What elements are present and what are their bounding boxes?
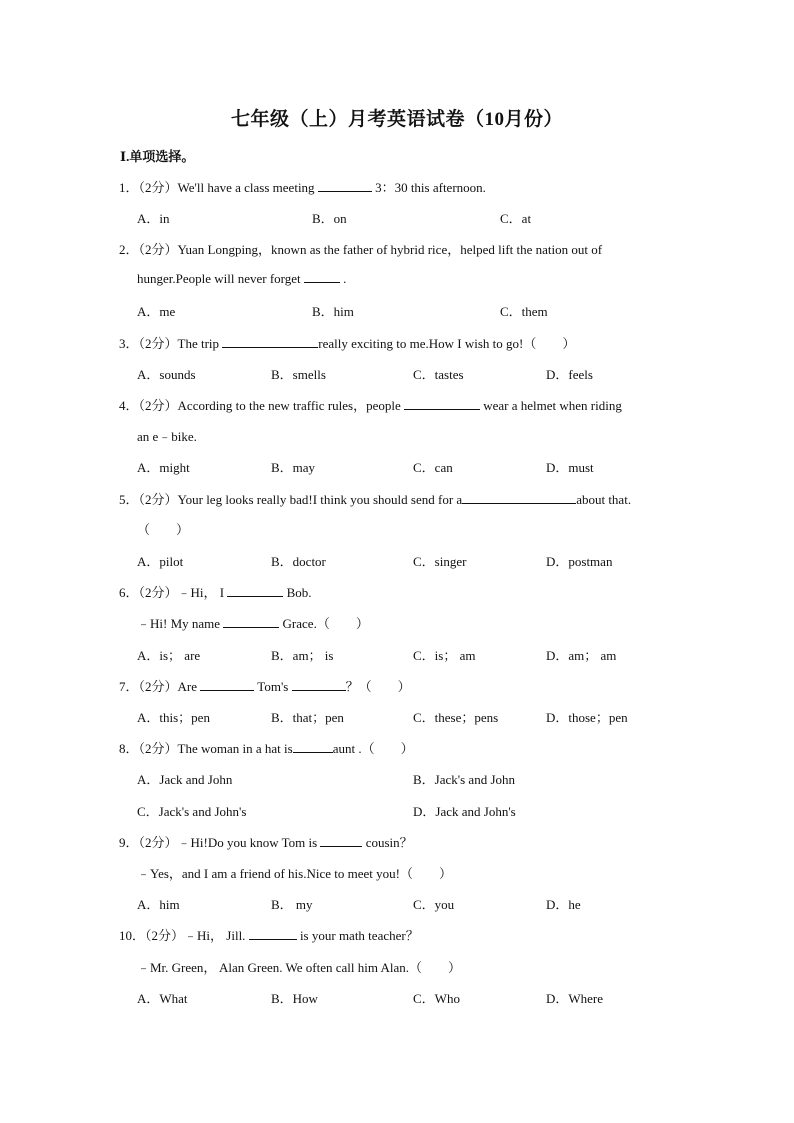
option-a: A．in: [137, 211, 170, 226]
option-c: C．them: [500, 304, 548, 319]
option-c: C．can: [413, 460, 453, 475]
option-a: A．is； are: [137, 648, 201, 663]
question-score: （2分）: [138, 585, 178, 600]
option-c: C．you: [413, 897, 455, 912]
question-5: 5．（2分）Your leg looks really bad!I think you should send for a about that.: [119, 492, 632, 507]
option-a: A．sounds: [137, 367, 196, 382]
answer-blank: [404, 397, 480, 410]
question-number: 2．: [119, 242, 139, 257]
question-6-continued: ﹣Hi! My name Grace.（ ）: [137, 616, 369, 631]
question-10-continued: ﹣Mr. Green， Alan Green. We often call him Alan.（ ）: [137, 960, 462, 975]
question-score: （2分）: [138, 741, 178, 756]
question-9: 9．（2分）﹣Hi!Do you know Tom is cousin？: [119, 835, 413, 850]
question-number: 8．: [119, 741, 139, 756]
question-score: （2分）: [138, 180, 178, 195]
option-a: A．this；pen: [137, 710, 210, 725]
option-a: A．pilot: [137, 554, 184, 569]
option-d: D．those；pen: [546, 710, 628, 725]
answer-blank: [293, 740, 333, 753]
option-b: B．am； is: [271, 648, 334, 663]
option-a: A．Jack and John: [137, 772, 233, 787]
question-number: 6．: [119, 585, 139, 600]
answer-blank: [462, 491, 576, 504]
option-a: A．What: [137, 991, 188, 1006]
option-c: C．is； am: [413, 648, 476, 663]
option-d: D．he: [546, 897, 581, 912]
answer-blank: [318, 179, 372, 192]
question-number: 1．: [119, 180, 139, 195]
question-9-continued: ﹣Yes，and I am a friend of his.Nice to meet you!（ ）: [137, 866, 452, 881]
option-b: B． my: [271, 897, 313, 912]
option-b: B．him: [312, 304, 354, 319]
option-c: C．singer: [413, 554, 467, 569]
option-b: B．on: [312, 211, 347, 226]
option-d: D．feels: [546, 367, 593, 382]
option-c: C．Who: [413, 991, 460, 1006]
question-score: （2分）: [138, 835, 178, 850]
question-8: 8．（2分）The woman in a hat is aunt .（ ）: [119, 741, 414, 756]
question-2-continued: hunger.People will never forget .: [137, 271, 347, 286]
answer-blank: [292, 678, 346, 691]
option-d: D．Where: [546, 991, 604, 1006]
section-heading: Ⅰ.单项选择。: [120, 149, 195, 164]
option-a: A．might: [137, 460, 190, 475]
answer-blank: [200, 678, 254, 691]
option-c: C．tastes: [413, 367, 464, 382]
question-1: 1．（2分）We'll have a class meeting 3：30 this afternoon.: [119, 180, 486, 195]
question-score: （2分）: [138, 492, 178, 507]
option-b: B．Jack's and John: [413, 772, 516, 787]
question-7: 7．（2分）Are Tom's ？（ ）: [119, 679, 411, 694]
answer-parens: （ ）: [137, 522, 190, 537]
question-number: 4．: [119, 398, 139, 413]
option-c: C．Jack's and John's: [137, 804, 247, 819]
question-score: （2分）: [138, 336, 178, 351]
question-number: 10．: [119, 928, 146, 943]
question-number: 9．: [119, 835, 139, 850]
option-b: B．that；pen: [271, 710, 344, 725]
question-number: 5．: [119, 492, 139, 507]
option-b: B．may: [271, 460, 316, 475]
question-3: 3．（2分）The trip really exciting to me.How I wish to go!（ ）: [119, 336, 576, 351]
option-b: B．doctor: [271, 554, 326, 569]
question-number: 3．: [119, 336, 139, 351]
question-score: （2分）: [138, 679, 178, 694]
option-d: D．Jack and John's: [413, 804, 516, 819]
option-c: C．at: [500, 211, 532, 226]
option-b: B．How: [271, 991, 318, 1006]
question-10: 10．（2分）﹣Hi， Jill. is your math teacher？: [119, 928, 419, 943]
answer-blank: [222, 335, 318, 348]
option-d: D．must: [546, 460, 594, 475]
question-4: 4．（2分）According to the new traffic rules，people wear a helmet when riding: [119, 398, 622, 413]
option-c: C．these；pens: [413, 710, 499, 725]
option-b: B．smells: [271, 367, 326, 382]
answer-blank: [320, 834, 362, 847]
option-a: A．him: [137, 897, 180, 912]
question-4-continued: an e﹣bike.: [137, 429, 197, 444]
option-d: D．postman: [546, 554, 613, 569]
question-score: （2分）: [138, 398, 178, 413]
question-2: 2．（2分）Yuan Longping，known as the father of hybrid rice，helped lift the nation out of: [119, 242, 603, 257]
option-d: D．am； am: [546, 648, 617, 663]
question-score: （2分）: [145, 928, 185, 943]
question-score: （2分）: [138, 242, 178, 257]
answer-blank: [304, 270, 340, 283]
answer-blank: [223, 615, 279, 628]
question-6: 6．（2分）﹣Hi， I Bob.: [119, 585, 312, 600]
answer-blank: [249, 927, 297, 940]
question-number: 7．: [119, 679, 139, 694]
exam-title: 七年级（上）月考英语试卷（10月份）: [230, 109, 563, 130]
answer-blank: [227, 584, 283, 597]
option-a: A．me: [137, 304, 176, 319]
